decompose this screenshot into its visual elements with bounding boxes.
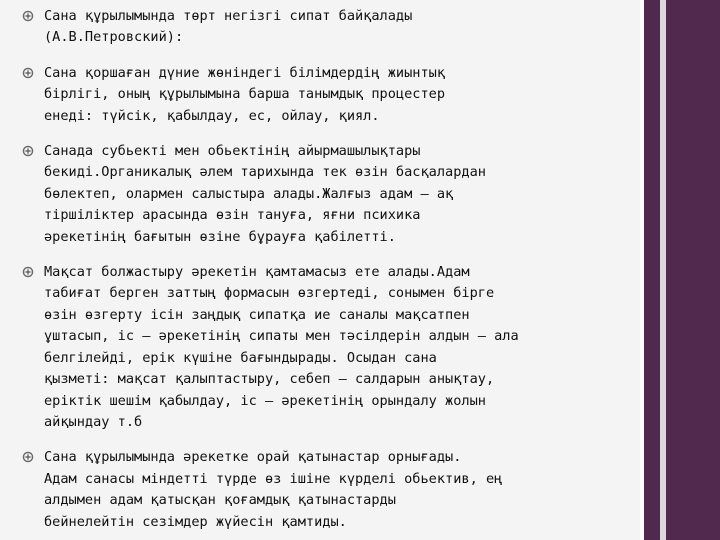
decorative-side-stripe (660, 0, 666, 540)
bullet-text: Сана қоршаған дүние жөніндегі білімдердің жиынтық бірлігі, оның құрылымына барша танымдық процестер енеді: түйсік, қабылдау, ес, ойлау, қиял. (44, 64, 446, 124)
bullet-text: Мақсат болжастыру әрекетін қамтамасыз ете алады.Адам табиғат берген заттың формасын өзгертеді, сонымен бірге өзін өзгерту ісін заңдық сипатқа ие саналы мақсатпен ұштасып, іс — әрекетінің сипаты мен тәсілдерін алдын – ала белгілейді, ерік күшіне бағындырады. Осыдан сана қызметі: мақсат қалыптастыру, себеп – салдарын анықтау, еріктік шешім қабылдау, іс — әрекетінің орындалу жолын айқындау т.б (44, 264, 519, 430)
bullet-icon (22, 141, 44, 157)
decorative-side-panel (640, 0, 720, 540)
bullet-text: Санада субьекті мен обьектінің айырмашылықтары бекиді.Органикалық әлем тарихында тек өзін басқалардан бөлектеп, олармен салыстыра алады.Жалғыз адам – ақ тіршіліктер арасында өзін тануға, яғни психика әрекетінің бағытын өзіне бұрауға қабілетті. (44, 143, 486, 245)
bullet-item-1 (22, 6, 632, 49)
slide-content (22, 6, 632, 533)
bullet-item-4 (22, 262, 632, 433)
bullet-item-2 (22, 63, 632, 127)
bullet-item-3 (22, 141, 632, 248)
bullet-text: Сана құрылымында төрт негізгі сипат байқалады (А.В.Петровский): (44, 8, 413, 46)
bullet-icon (22, 447, 44, 463)
bullet-item-5 (22, 447, 632, 533)
bullet-text: Сана құрылымында әрекетке орай қатынастар орнығады. Адам санасы міндетті түрде өз ішіне күрделі обьектив, ең алдымен адам қатысқан қоғамдық қатынастарды бейнелейтін сезімдер жүйесін қамтиды. (44, 449, 503, 530)
bullet-icon (22, 6, 44, 22)
bullet-icon (22, 262, 44, 278)
bullet-icon (22, 63, 44, 79)
